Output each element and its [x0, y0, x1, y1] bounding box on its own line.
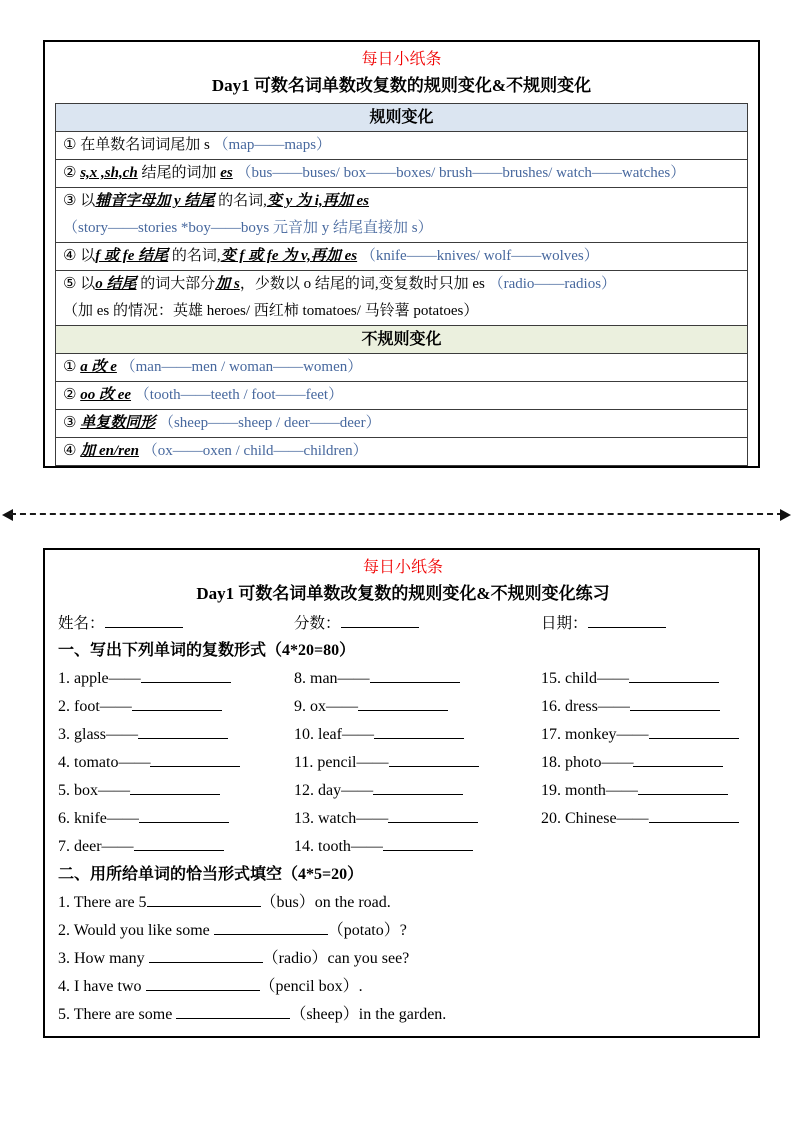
word-item: [541, 805, 748, 833]
word-hint: （bus）: [260, 894, 315, 911]
word-hint: （radio）: [262, 950, 328, 967]
rule-body: ③: [63, 415, 81, 431]
rule-note: （加 es 的情况：英雄 heroes/ 西红柿 tomatoes/ 马铃薯 potatoes）: [63, 303, 479, 319]
word-label: 12. day——: [294, 782, 374, 799]
word-answer-blank: [630, 696, 720, 711]
word-answer-blank: [649, 808, 739, 823]
rule-text: [63, 243, 740, 270]
rule-text: [63, 271, 740, 298]
word-label: 4. tomato——: [58, 754, 151, 771]
rule-body: ⑤ 以: [63, 276, 96, 292]
brand-title: 每日小纸条: [361, 51, 442, 68]
sentence-text: can you see?: [327, 950, 410, 967]
word-label: 7. deer——: [58, 838, 134, 855]
sentence-text: 4. I have two: [58, 978, 146, 995]
sentence-item: [58, 945, 748, 973]
sentence-answer-blank: [214, 920, 328, 935]
sentence-list: [58, 889, 748, 1029]
word-item: [58, 749, 294, 777]
word-item: [58, 693, 294, 721]
sentence-text: on the road.: [314, 894, 391, 911]
word-item: [294, 665, 541, 693]
sentence-text: 2. Would you like some: [58, 922, 214, 939]
rule-keyword: a 改 e: [80, 359, 117, 375]
word-label: 1. apple——: [58, 670, 141, 687]
rules-table: [55, 103, 748, 466]
example-text: （knife——knives/ wolf——wolves）: [357, 248, 599, 264]
rule-keyword: 变 y 为 i,再加 es: [266, 193, 369, 209]
word-answer-blank: [638, 780, 728, 795]
rule-row-2: [56, 160, 747, 188]
rule-body: ④ 以: [63, 248, 96, 264]
sentence-item: [58, 889, 748, 917]
sentence-text: .: [358, 978, 363, 995]
divider-arrow: [2, 509, 791, 521]
name-blank: [105, 613, 183, 628]
word-label: 16. dress——: [541, 698, 630, 715]
part1-heading: 一、写出下列单词的复数形式（4*20=80）: [58, 642, 356, 659]
score-label: 分数：: [294, 615, 341, 632]
rule-body: 结尾的词加: [137, 165, 221, 181]
word-label: 5. box——: [58, 782, 130, 799]
word-answer-blank: [134, 836, 224, 851]
rule-body: ②: [63, 387, 81, 403]
exercise-sheet-title: Day1 可数名词单数改复数的规则变化&不规则变化练习: [196, 584, 610, 603]
word-answer-blank: [389, 752, 479, 767]
word-item: [294, 693, 541, 721]
rule-keyword: f 或 fe 结尾: [95, 248, 169, 264]
word-label: 2. foot——: [58, 698, 132, 715]
sentence-text: 3. How many: [58, 950, 149, 967]
word-item: [294, 805, 541, 833]
rule-keyword: s,x ,sh,ch: [80, 165, 138, 181]
word-answer-blank: [358, 696, 448, 711]
word-answer-blank: [138, 724, 228, 739]
rule-row-4: [56, 243, 747, 271]
word-hint: （pencil box）: [259, 978, 359, 995]
sentence-answer-blank: [146, 976, 260, 991]
date-blank: [588, 613, 666, 628]
dashed-line: [10, 513, 783, 515]
rule-text: [63, 160, 740, 187]
word-label: 19. month——: [541, 782, 638, 799]
word-hint: （potato）: [327, 922, 400, 939]
rule-keyword: oo 改 ee: [80, 387, 132, 403]
name-field: [58, 611, 294, 637]
word-item: [58, 833, 294, 861]
word-label: 17. monkey——: [541, 726, 649, 743]
fields-row: [58, 611, 748, 637]
irregular-row-1: [56, 354, 747, 382]
rule-body: 的名词,: [168, 248, 221, 264]
rule-text: [63, 132, 740, 159]
example-text: （man——men / woman——women）: [116, 359, 363, 375]
rule-body: ③ 以: [63, 193, 96, 209]
part2-heading: 二、用所给单词的恰当形式填空（4*5=20）: [58, 866, 364, 883]
example-text: （sheep——sheep / deer——deer）: [155, 415, 381, 431]
rule-body: 的词大部分: [136, 276, 216, 292]
sentence-text: ?: [399, 922, 407, 939]
rule-keyword: 变 f 或 fe 为 v,再加 es: [220, 248, 358, 264]
example-text: （radio——radios）: [488, 276, 617, 292]
score-blank: [341, 613, 419, 628]
rule-row-5: [56, 271, 747, 326]
date-label: 日期：: [541, 615, 588, 632]
rule-body: ②: [63, 165, 81, 181]
word-label: 9. ox——: [294, 698, 358, 715]
word-item: [541, 777, 748, 805]
example-text: （map——maps）: [213, 137, 332, 153]
word-answer-blank: [374, 724, 464, 739]
word-answer-blank: [373, 780, 463, 795]
example-text: （story——stories *boy——boys 元音加 y 结尾直接加 s）: [63, 220, 433, 236]
score-field: [294, 611, 541, 637]
word-item: [541, 749, 748, 777]
exercise-card: [43, 548, 760, 1038]
word-answer-blank: [141, 668, 231, 683]
rules-sheet-title: Day1 可数名词单数改复数的规则变化&不规则变化: [211, 76, 592, 95]
irregular-section-header: 不规则变化: [56, 326, 747, 354]
sentence-answer-blank: [176, 1004, 290, 1019]
word-answer-blank: [132, 696, 222, 711]
word-answer-blank: [139, 808, 229, 823]
arrow-left-icon: [2, 509, 13, 521]
word-label: 10. leaf——: [294, 726, 374, 743]
word-label: 20. Chinese——: [541, 810, 649, 827]
example-text: （ox——oxen / child——children）: [138, 443, 368, 459]
word-item: [58, 721, 294, 749]
rule-text: [63, 354, 740, 381]
word-label: 13. watch——: [294, 810, 389, 827]
word-hint: （sheep）: [290, 1006, 359, 1023]
rule-text: [63, 382, 740, 409]
sentence-answer-blank: [149, 948, 263, 963]
word-label: 14. tooth——: [294, 838, 383, 855]
rule-body: 的名词,: [214, 193, 267, 209]
word-answer-blank: [370, 668, 460, 683]
rule-text: [63, 438, 740, 465]
word-item: [294, 749, 541, 777]
word-answer-blank: [383, 836, 473, 851]
rule-keyword: 加 s: [215, 276, 240, 292]
word-item: [541, 721, 748, 749]
sentence-text: 5. There are some: [58, 1006, 177, 1023]
word-item: [541, 665, 748, 693]
rule-keyword: 辅音字母加 y 结尾: [95, 193, 215, 209]
brand-title: 每日小纸条: [362, 559, 443, 576]
word-label: 15. child——: [541, 670, 629, 687]
sentence-text: in the garden.: [358, 1006, 447, 1023]
rule-body: ④: [63, 443, 81, 459]
irregular-row-2: [56, 382, 747, 410]
word-answer-blank: [649, 724, 739, 739]
rule-body: ① 在单数名词词尾加 s: [63, 137, 214, 153]
rule-text: [63, 188, 740, 215]
sentence-item: [58, 917, 748, 945]
rule-row-1: [56, 132, 747, 160]
irregular-row-4: [56, 438, 747, 465]
rule-row-3: [56, 188, 747, 243]
rule-keyword: 加 en/ren: [80, 443, 139, 459]
sentence-item: [58, 1001, 748, 1029]
word-answer-blank: [388, 808, 478, 823]
rule-body: ，少数以 o 结尾的词,变复数时只加 es: [239, 276, 489, 292]
word-answer-blank: [633, 752, 723, 767]
example-text: （bus——buses/ box——boxes/ brush——brushes/ watch——watches）: [232, 165, 686, 181]
word-item: [58, 805, 294, 833]
rule-keyword: 单复数同形: [80, 415, 156, 431]
date-field: [541, 611, 748, 637]
word-item: [294, 721, 541, 749]
word-item: [541, 693, 748, 721]
regular-section-header: 规则变化: [56, 104, 747, 132]
word-label: 18. photo——: [541, 754, 634, 771]
words-grid: [58, 665, 748, 861]
word-answer-blank: [130, 780, 220, 795]
word-label: 6. knife——: [58, 810, 139, 827]
word-answer-blank: [150, 752, 240, 767]
word-item: [58, 777, 294, 805]
rule-keyword: es: [220, 165, 233, 181]
name-label: 姓名：: [58, 615, 105, 632]
word-label: 3. glass——: [58, 726, 138, 743]
sentence-answer-blank: [147, 892, 261, 907]
rule-body: ①: [63, 359, 81, 375]
word-answer-blank: [629, 668, 719, 683]
rule-keyword: o 结尾: [95, 276, 137, 292]
example-text: （tooth——teeth / foot——feet）: [131, 387, 344, 403]
irregular-row-3: [56, 410, 747, 438]
rules-card: [43, 40, 760, 468]
arrow-right-icon: [780, 509, 791, 521]
word-item: [294, 833, 541, 861]
word-item: [58, 665, 294, 693]
word-label: 11. pencil——: [294, 754, 389, 771]
sentence-item: [58, 973, 748, 1001]
word-item: [294, 777, 541, 805]
word-label: 8. man——: [294, 670, 370, 687]
rule-text: [63, 410, 740, 437]
sentence-text: 1. There are 5: [58, 894, 147, 911]
